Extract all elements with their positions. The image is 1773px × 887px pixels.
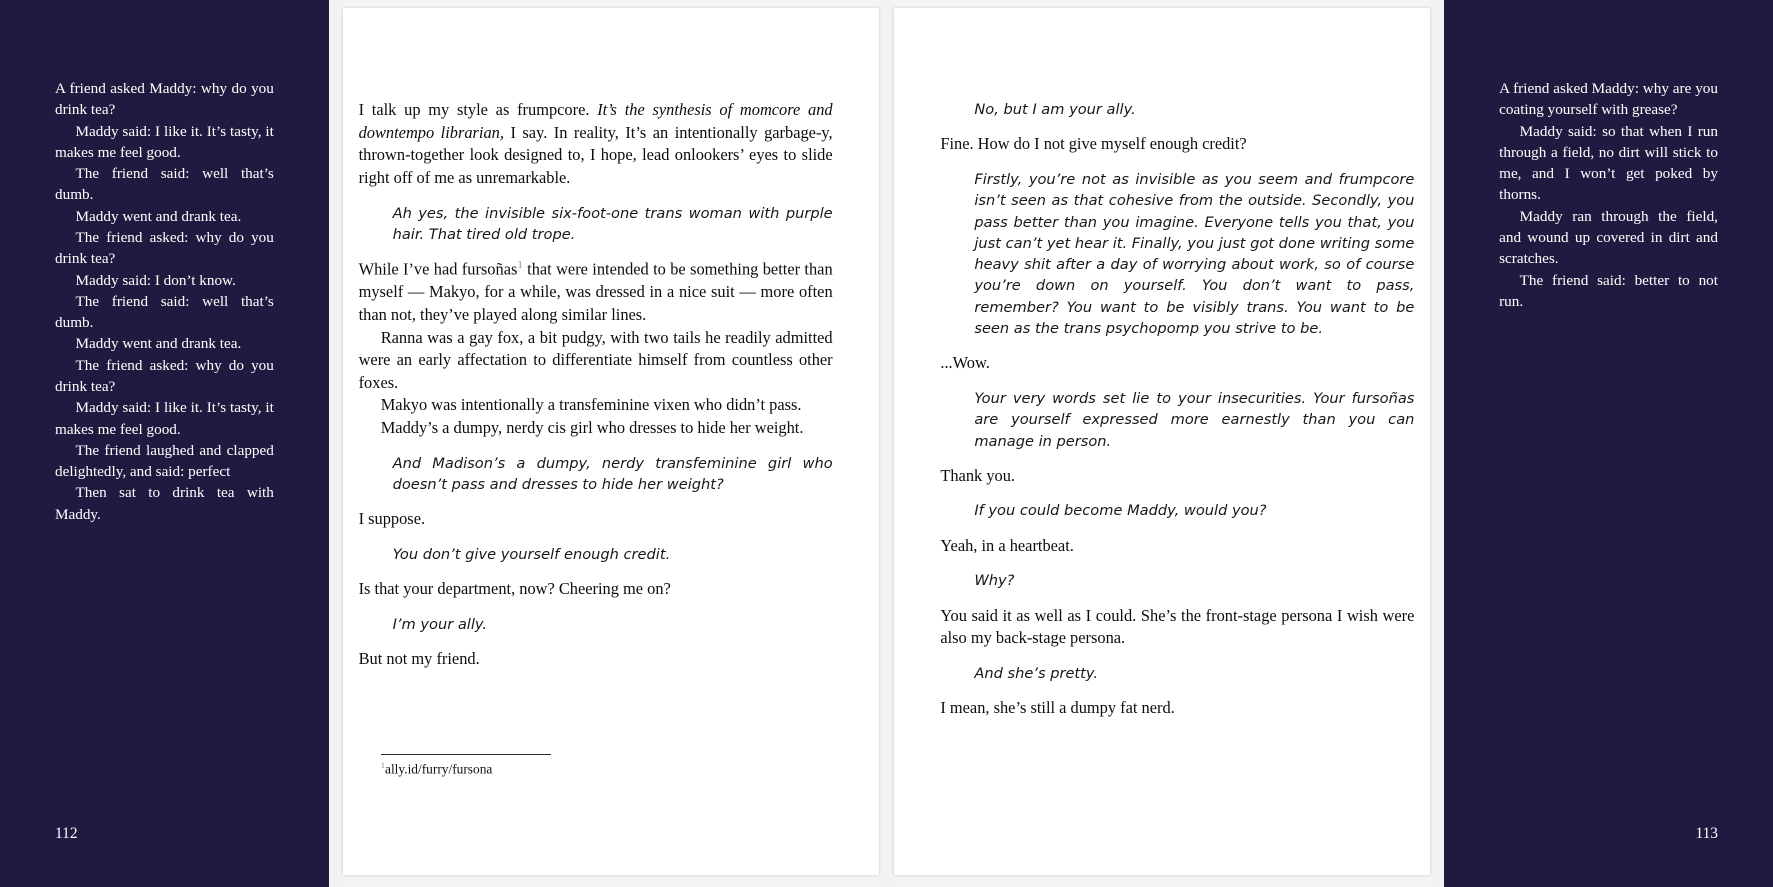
interlocutor-line: You don’t give yourself enough credit.	[392, 545, 671, 563]
margin-paragraph: A friend asked Maddy: why are you coating yourself with grease?	[1499, 80, 1718, 119]
footnote-marker: 1	[380, 759, 386, 770]
gutter-right	[1430, 0, 1444, 887]
verso-page	[343, 8, 879, 875]
recto-page	[894, 8, 1430, 875]
footnote-rule	[381, 754, 551, 755]
narrator-paragraph: But not my friend.	[358, 649, 480, 669]
narrator-paragraph: Maddy’s a dumpy, nerdy cis girl who dresses to hide her weight.	[380, 418, 804, 438]
footnote-link[interactable]: ally.id/furry/fursona	[385, 761, 493, 776]
narrator-paragraph: You said it as well as I could. She’s the front-stage persona I wish were also my back-stage persona.	[940, 605, 1415, 648]
narrator-paragraph: Thank you.	[940, 465, 1015, 485]
interlocutor-line: If you could become Maddy, would you?	[974, 502, 1267, 520]
margin-paragraph: Maddy went and drank tea.	[75, 207, 242, 225]
narrator-paragraph: ...Wow.	[940, 353, 990, 373]
margin-paragraph: The friend said: well that’s dumb.	[55, 292, 274, 332]
margin-paragraph: Maddy said: so that when I run through a field, no dirt will stick to me, and I won’t get poked by thorns.	[1499, 122, 1718, 204]
narrator-paragraph: Makyo was intentionally a transfeminine vixen who didn’t pass.	[380, 395, 802, 415]
margin-paragraph: Maddy said: I don’t know.	[75, 271, 236, 289]
margin-paragraph: The friend said: well that’s dumb.	[55, 165, 274, 204]
interlocutor-line: Firstly, you’re not as invisible as you seem and frumpcore isn’t seen as that cohesive from the outside. Secondly, you pass better than you imagine. Everyone tells you that, you just can’t yet hear it. Finally, you just got done writing some heavy shit after a day of worrying about work, so of course you’re down on yourself. You don’t want to pass, remember? You want to be visibly trans. You want to be seen as the trans psychopomp you strive to be.	[974, 170, 1415, 338]
page-number-right: 113	[1695, 825, 1718, 842]
interlocutor-line: And she’s pretty.	[974, 665, 1099, 682]
interlocutor-line: I’m your ally.	[392, 615, 488, 633]
margin-paragraph: Maddy said: I like it. It’s tasty, it makes me feel good.	[55, 399, 274, 438]
narrator-paragraph: Yeah, in a heartbeat.	[940, 535, 1074, 555]
narrator-paragraph: I mean, she’s still a dumpy fat nerd.	[940, 698, 1175, 718]
center-gutter	[879, 0, 895, 887]
interlocutor-line: Your very words set lie to your insecurities. Your fursoñas are yourself expressed more earnestly than you can manage in person.	[974, 389, 1415, 450]
right-margin-column	[1444, 0, 1773, 887]
footnote-text	[381, 760, 829, 777]
margin-paragraph: Maddy said: I like it. It’s tasty, it makes me feel good.	[55, 122, 274, 161]
margin-paragraph: Maddy went and drank tea.	[75, 335, 242, 353]
right-margin-text	[1499, 78, 1718, 312]
narrator-paragraph: Ranna was a gay fox, a bit pudgy, with two tails he readily admitted were an early affectation to differentiate himself from countless other foxes.	[358, 327, 833, 392]
margin-paragraph: The friend asked: why do you drink tea?	[55, 356, 274, 395]
margin-paragraph: The friend laughed and clapped delightedly, and said: perfect	[55, 441, 274, 481]
verso-body	[359, 99, 833, 671]
footnote-area	[359, 754, 829, 777]
narrator-paragraph: Fine. How do I not give myself enough credit?	[940, 134, 1247, 154]
left-margin-column	[0, 0, 329, 887]
margin-paragraph: Maddy ran through the field, and wound up covered in dirt and scratches.	[1499, 207, 1718, 268]
interlocutor-line: No, but I am your ally.	[974, 101, 1136, 118]
margin-paragraph: The friend said: better to not run.	[1499, 271, 1718, 310]
left-margin-text	[55, 78, 274, 525]
interlocutor-line: Ah yes, the invisible six-foot-one trans woman with purple hair. That tired old trope.	[392, 204, 833, 243]
narrator-paragraph: I talk up my style as frumpcore. It’s the synthesis of momcore and downtempo librarian, I say. In reality, It’s an intentionally garbage-y, thrown-together look designed to, I hope, lead onlookers’ eyes to slide right off of me as unremarkable.	[358, 100, 833, 187]
recto-body	[940, 99, 1414, 720]
page-number-left: 112	[55, 825, 78, 842]
gutter-left	[329, 0, 343, 887]
narrator-paragraph: I suppose.	[358, 509, 426, 529]
interlocutor-line: And Madison’s a dumpy, nerdy transfeminine girl who doesn’t pass and dresses to hide her weight?	[392, 454, 833, 494]
margin-paragraph: Then sat to drink tea with Maddy.	[55, 484, 274, 523]
margin-paragraph: A friend asked Maddy: why do you drink tea?	[55, 80, 274, 119]
narrator-paragraph: While I’ve had fursoñas$^1$ that were intended to be something better than myself — Makyo, for a while, was dressed in a nice suit — more often than not, they’ve played along similar lines.	[358, 259, 833, 324]
interlocutor-line: Why?	[974, 572, 1015, 590]
margin-paragraph: The friend asked: why do you drink tea?	[55, 228, 274, 268]
narrator-paragraph: Is that your department, now? Cheering me on?	[358, 579, 671, 599]
